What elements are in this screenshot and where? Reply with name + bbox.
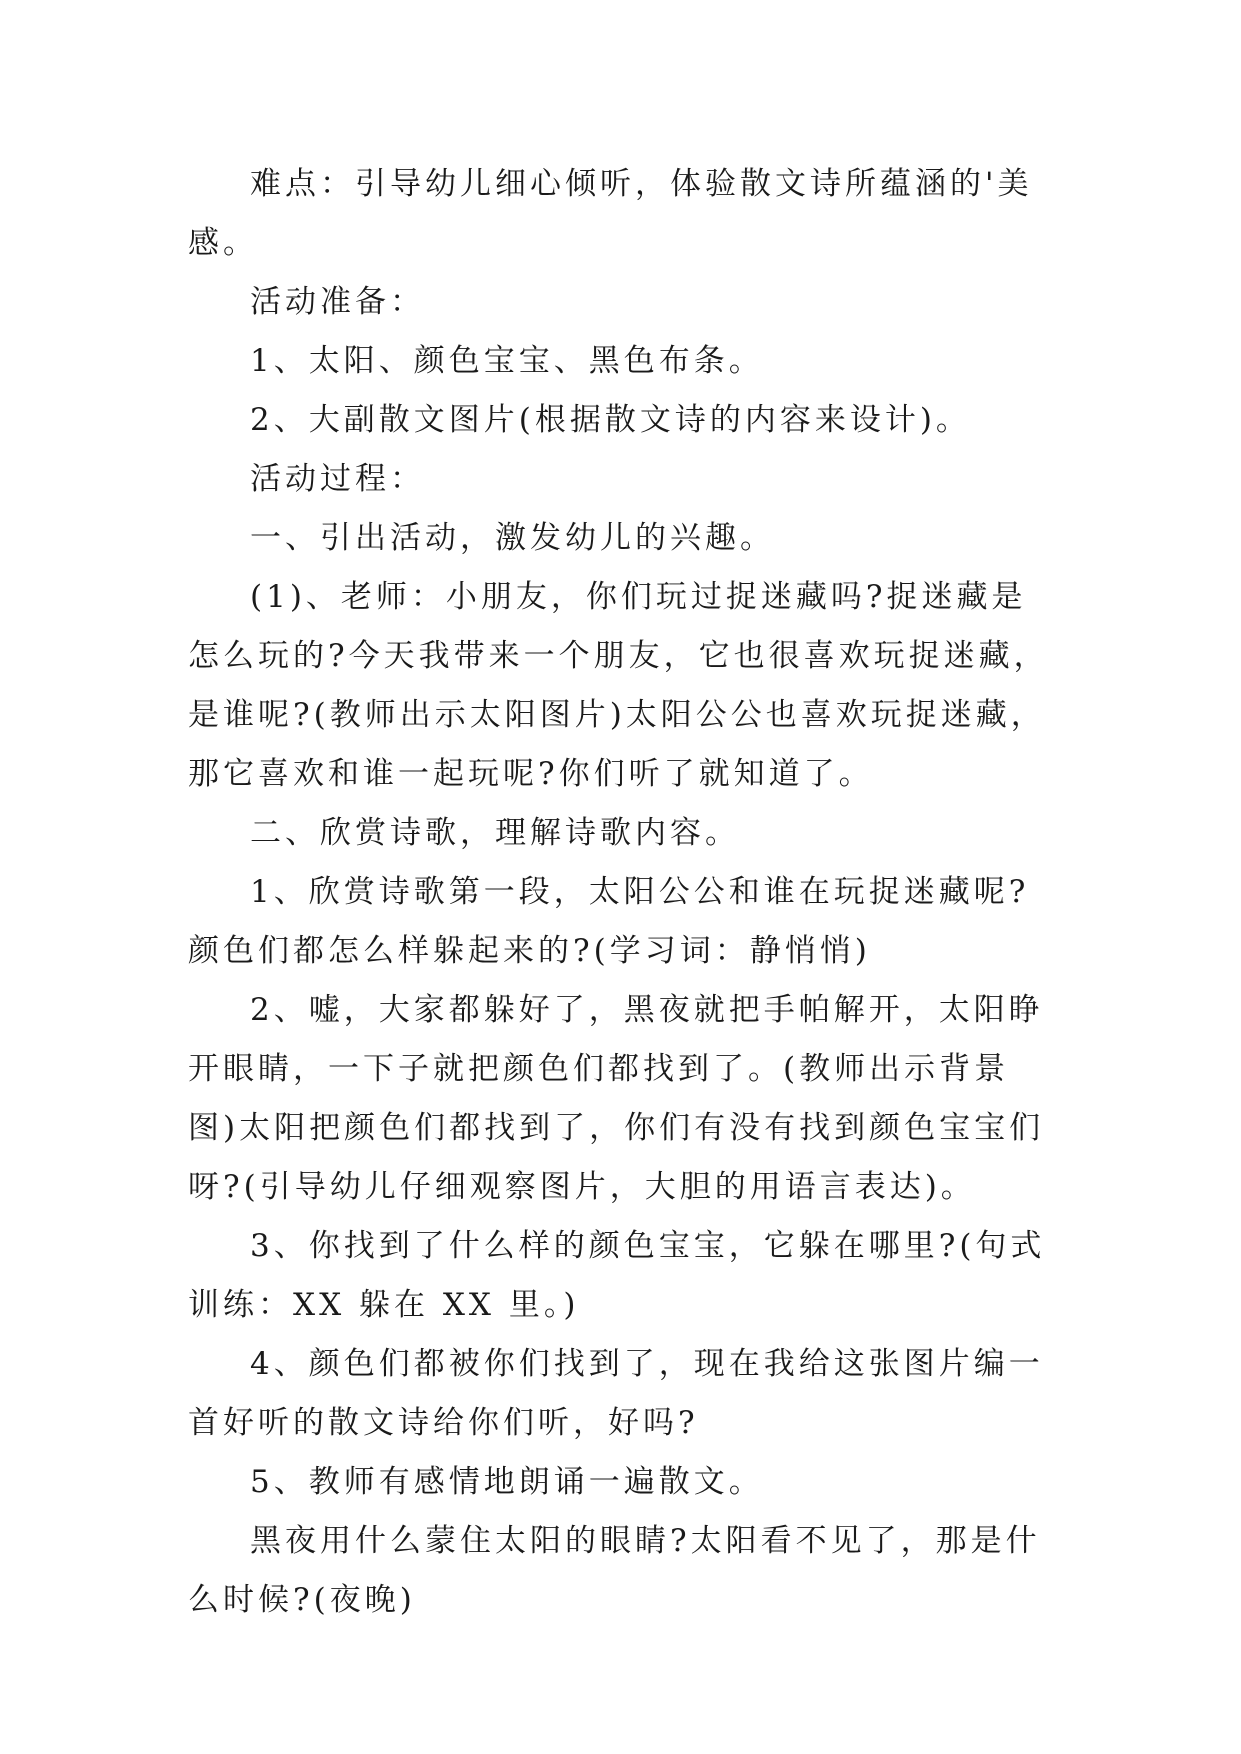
paragraph-preparation-heading: 活动准备：: [250, 284, 425, 320]
paragraph-preparation-item-1: 1、太阳、颜色宝宝、黑色布条。: [250, 343, 764, 379]
paragraph-process-heading: 活动过程：: [250, 461, 425, 497]
paragraph-question: 黑夜用什么蒙住太阳的眼睛?太阳看不见了，那是什么时候?(夜晚): [188, 1523, 1041, 1618]
paragraph-section-2-item-2: 2、嘘，大家都躲好了，黑夜就把手帕解开，太阳睁开眼睛，一下子就把颜色们都找到了。(教师出示背景图)太阳把颜色们都找到了，你们有没有找到颜色宝宝们呀?(引导幼儿仔细观察图片，大胆的用语言表达)。: [188, 992, 1045, 1205]
paragraph-section-1-heading: 一、引出活动，激发幼儿的兴趣。: [250, 520, 775, 556]
paragraph-difficulty: 难点：引导幼儿细心倾听，体验散文诗所蕴涵的'美感。: [188, 166, 1033, 261]
paragraph-section-2-item-5: 5、教师有感情地朗诵一遍散文。: [250, 1464, 764, 1500]
paragraph-section-2-item-1: 1、欣赏诗歌第一段，太阳公公和谁在玩捉迷藏呢?颜色们都怎么样躲起来的?(学习词：静悄悄): [188, 874, 1030, 969]
document-body: [188, 155, 1058, 1630]
paragraph-section-1-item-1: (1)、老师：小朋友，你们玩过捉迷藏吗?捉迷藏是怎么玩的?今天我带来一个朋友，它也很喜欢玩捉迷藏，是谁呢?(教师出示太阳图片)太阳公公也喜欢玩捉迷藏，那它喜欢和谁一起玩呢?你们听了就知道了。: [188, 579, 1049, 792]
paragraph-section-2-item-3: 3、你找到了什么样的颜色宝宝，它躲在哪里?(句式训练：XX 躲在 XX 里。): [188, 1228, 1046, 1323]
paragraph-section-2-heading: 二、欣赏诗歌，理解诗歌内容。: [250, 815, 740, 851]
paragraph-preparation-item-2: 2、大副散文图片(根据散文诗的内容来设计)。: [250, 402, 971, 438]
paragraph-section-2-item-4: 4、颜色们都被你们找到了，现在我给这张图片编一首好听的散文诗给你们听，好吗?: [188, 1346, 1044, 1441]
